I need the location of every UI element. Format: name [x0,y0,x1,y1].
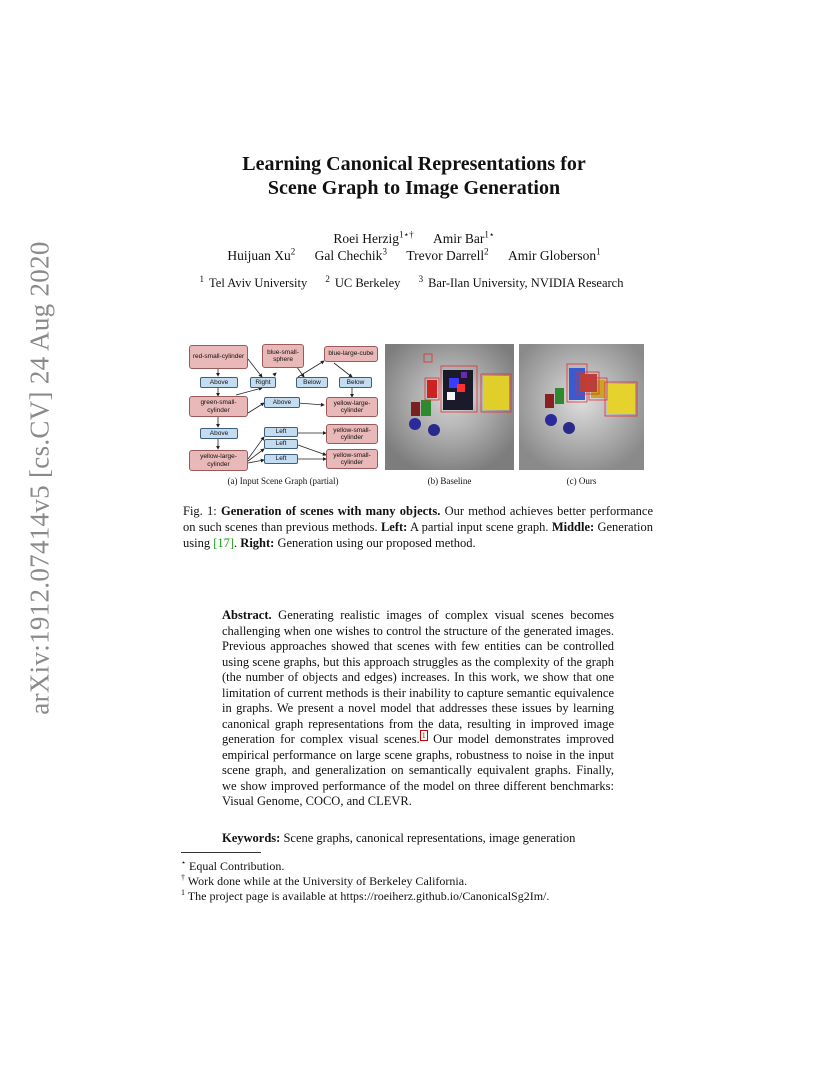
caption-right-label: Right: [240,536,275,550]
author: Roei Herzig$^{1⋆\dagger}$ [333,229,414,246]
graph-node-object: green-small-cylinder [189,396,248,417]
graph-node-relation: Above [200,377,238,388]
caption-label: Fig. 1: [183,504,217,518]
keywords-text: Scene graphs, canonical representations, image generation [283,831,576,845]
caption-middle-label: Middle: [551,520,595,534]
author: Trevor Darrell$^2$ [406,246,489,263]
footnote: ⋆ Equal Contribution. [181,858,285,873]
graph-node-relation: Left [264,454,298,464]
graph-node-relation: Left [264,427,298,437]
caption-text: Our method achieves better performance on such scenes than previous methods. [183,504,654,534]
affiliations [0,274,828,291]
graph-node-relation: Above [264,397,300,408]
affiliation: $^1$ Tel Aviv University [199,274,308,291]
footnote-rule [181,852,261,853]
affiliation: $^3$ Bar-Ilan University, NVIDIA Research [418,274,624,291]
title-line-1: Learning Canonical Representations for [242,153,586,175]
keywords-label: Keywords: [222,831,281,845]
subcaption-b: (b) Baseline [427,476,472,486]
abstract [222,608,614,810]
authors-row-2 [0,246,828,264]
abstract-text-continued: Our model demonstrates improved empirical performance on large scene graphs, robustness to noise in the input scene graph, and generalization on semantically equivalent graphs. Finally, we show improved performance of the model on three different benchmarks: Visual Genome, COCO, and CLEVR. [222,732,615,809]
graph-node-relation: Below [339,377,372,388]
caption-title: Generation of scenes with many objects. [220,504,441,518]
author: Amir Globerson$^1$ [508,246,601,263]
paper-title [0,152,828,200]
footnote: † Work done while at the University of Berkeley California. [181,873,468,888]
graph-node-object: blue-small-sphere [262,344,304,368]
graph-node-object: yellow-small-cylinder [326,424,378,444]
title-line-2: Scene Graph to Image Generation [267,177,561,199]
abstract-label: Abstract. [222,608,272,622]
graph-node-relation: Below [296,377,328,388]
author: Gal Chechik$^3$ [314,246,387,263]
author: Amir Bar$^{1⋆}$ [433,229,495,246]
graph-node-object: blue-large-cube [324,346,378,362]
caption-middle-text: Generation using [183,520,654,550]
subcaption-a: (a) Input Scene Graph (partial) [227,476,339,486]
scene-graph-diagram [186,343,380,473]
graph-node-object: red-small-cylinder [189,345,248,369]
figure-caption [183,503,653,551]
footnote: $^1$ The project page is available at https://roeiherz.github.io/CanonicalSg2Im/. [181,888,550,903]
keywords [222,831,622,846]
graph-node-object: yellow-small-cylinder [326,449,378,469]
graph-node-relation: Right [250,377,276,388]
caption-right-text: Generation using our proposed method. [277,536,476,550]
baseline-image [385,344,514,470]
affiliation: $^2$ UC Berkeley [325,274,401,291]
caption-left-label: Left: [380,520,408,534]
graph-node-object: yellow-large-cylinder [326,397,378,417]
graph-node-object: yellow-large-cylinder [189,450,248,471]
graph-node-relation: Left [264,439,298,449]
abstract-text: Generating realistic images of complex visual scenes becomes challenging when one wishes to control the structure of the generated images. Previous approaches showed that scenes with few entities can be controlled using scene graphs, but this approach struggles as the complexity of the graph (the number of objects and edges) increases. In this work, we show that one limitation of current methods is their inability to capture semantic equivalence in graphs. We present a novel model that addresses these issues by learning canonical graph representations from the data, resulting in improved image generation for complex visual scenes. [222,608,615,747]
graph-node-relation: Above [200,428,238,439]
author: Huijuan Xu$^2$ [227,246,296,263]
authors-row-1 [0,229,828,247]
arxiv-stamp [22,241,58,715]
caption-left-text: A partial input scene graph. [409,520,549,534]
arxiv-id: arXiv:1912.07414v5 [cs.CV] 24 Aug 2020 [24,241,55,715]
subcaption-c: (c) Ours [566,476,597,486]
footnote-link[interactable]: 1 [421,731,426,740]
citation-link[interactable]: [17] [213,536,235,550]
caption-middle-text-post: . [234,536,238,550]
ours-image [519,344,644,470]
